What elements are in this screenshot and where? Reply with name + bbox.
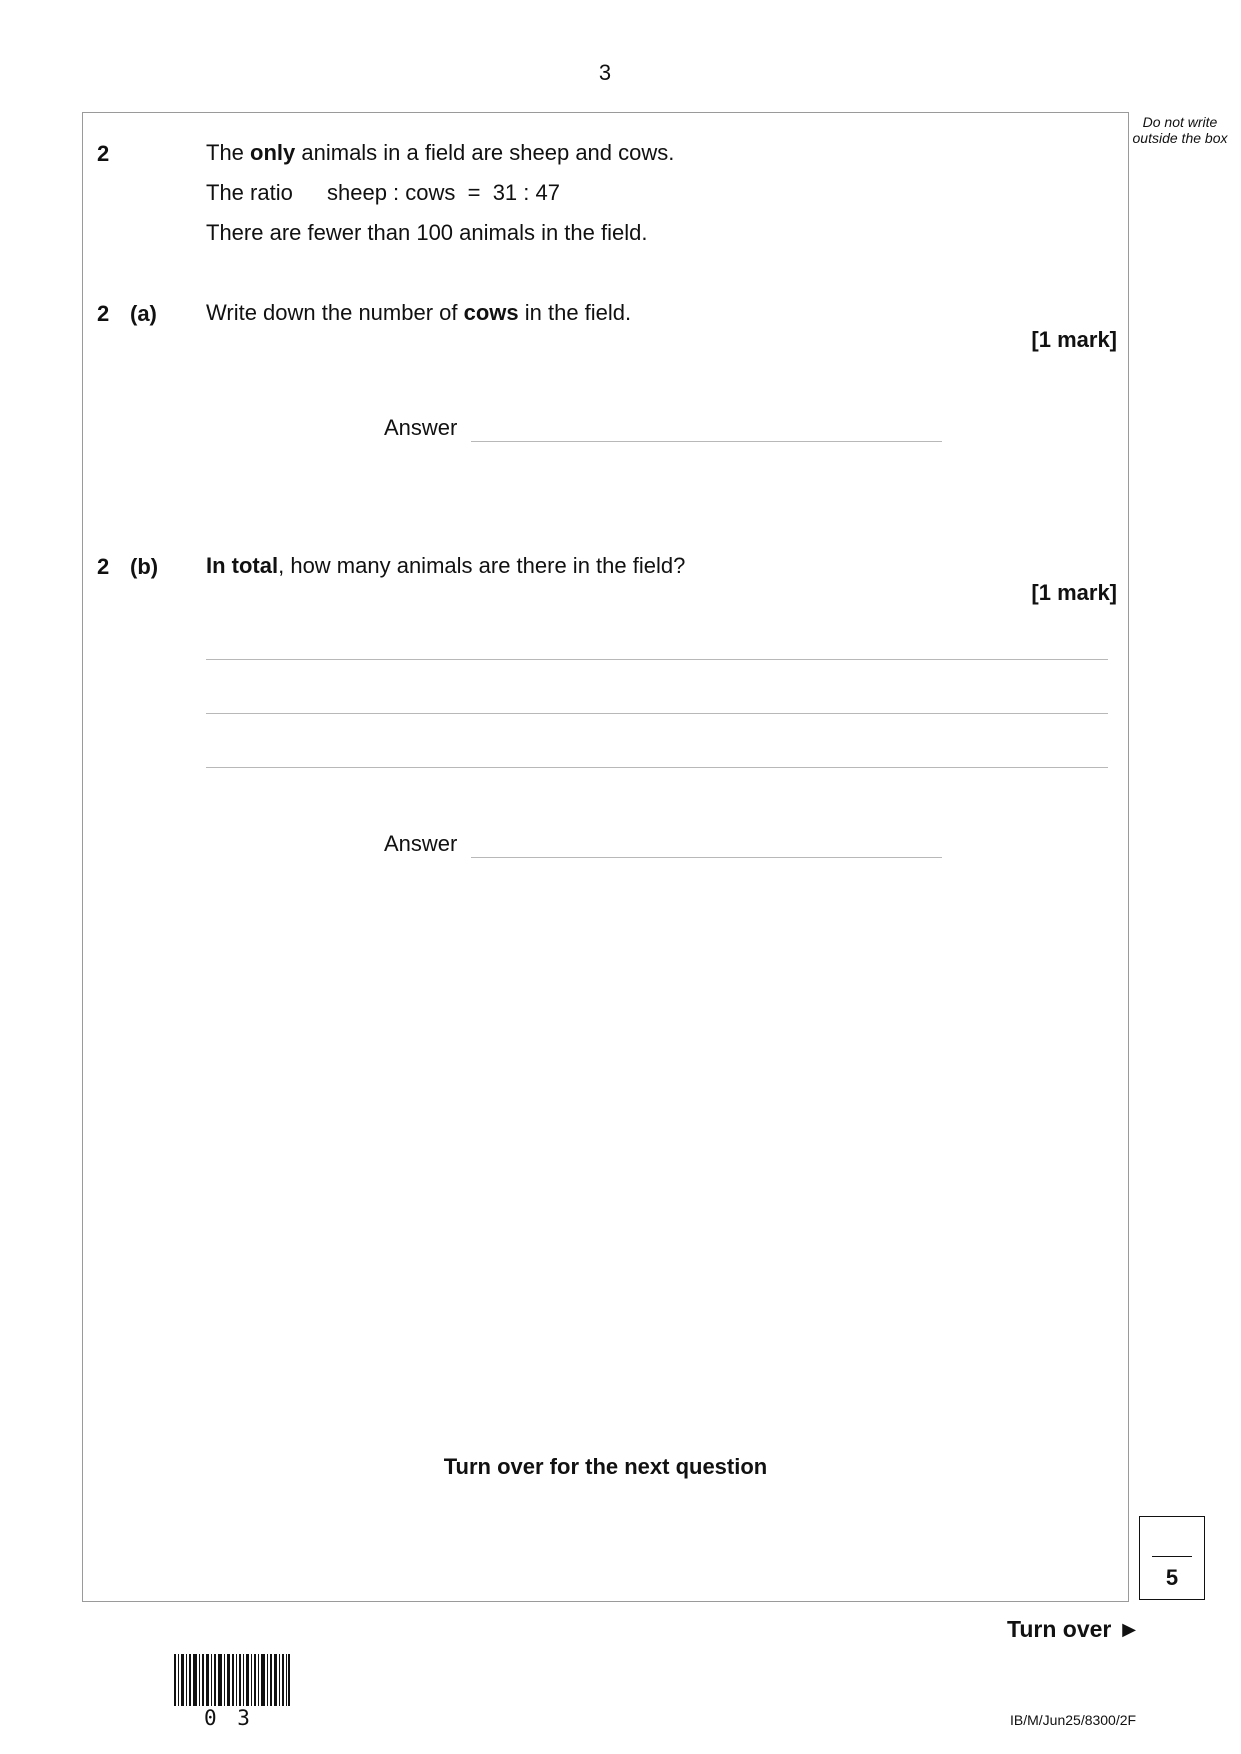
part-b-marks: [1 mark] — [1031, 580, 1117, 605]
question-number: 2 — [97, 141, 110, 166]
part-a-text — [206, 300, 631, 326]
stem-line-1-post: animals in a field are sheep and cows. — [295, 140, 675, 165]
barcode-digits: 0 3 — [204, 1706, 254, 1730]
part-b-number: 2 — [97, 554, 110, 579]
part-a-marks: [1 mark] — [1031, 327, 1117, 352]
part-a-number: 2 — [97, 301, 110, 326]
page-number: 3 — [598, 60, 612, 85]
paper-code: IB/M/Jun25/8300/2F — [1010, 1712, 1137, 1728]
ratio-expression: sheep : cows = 31 : 47 — [327, 180, 560, 205]
stem-line-1 — [206, 140, 674, 166]
margin-note: Do not write outside the box — [1132, 114, 1228, 146]
working-line[interactable] — [206, 767, 1108, 768]
score-box — [1139, 1516, 1205, 1600]
part-a-label: (a) — [130, 301, 157, 326]
score-total: 5 — [1165, 1565, 1179, 1590]
stem-line-3: There are fewer than 100 animals in the field. — [206, 220, 648, 245]
next-question-note: Turn over for the next question — [443, 1454, 768, 1479]
part-b-answer-label: Answer — [384, 831, 458, 856]
working-line[interactable] — [206, 659, 1108, 660]
part-b-answer-line[interactable] — [471, 857, 942, 858]
part-a-answer-line[interactable] — [471, 441, 942, 442]
part-a-text-bold: cows — [463, 300, 519, 325]
stem-line-1-bold: only — [250, 140, 296, 165]
score-divider — [1152, 1556, 1192, 1557]
turn-over-label: Turn over ► — [1007, 1616, 1141, 1642]
ratio-label: The ratio — [206, 180, 293, 205]
part-a-text-pre: Write down the number of — [206, 300, 464, 325]
barcode-icon — [174, 1654, 290, 1706]
part-b-text — [206, 553, 685, 579]
part-b-text-bold: In total — [206, 553, 279, 578]
part-b-label: (b) — [130, 554, 159, 579]
working-line[interactable] — [206, 713, 1108, 714]
stem-line-1-pre: The — [206, 140, 251, 165]
part-b-text-post: , how many animals are there in the field? — [278, 553, 686, 578]
part-a-text-post: in the field. — [518, 300, 632, 325]
part-a-answer-label: Answer — [384, 415, 458, 440]
